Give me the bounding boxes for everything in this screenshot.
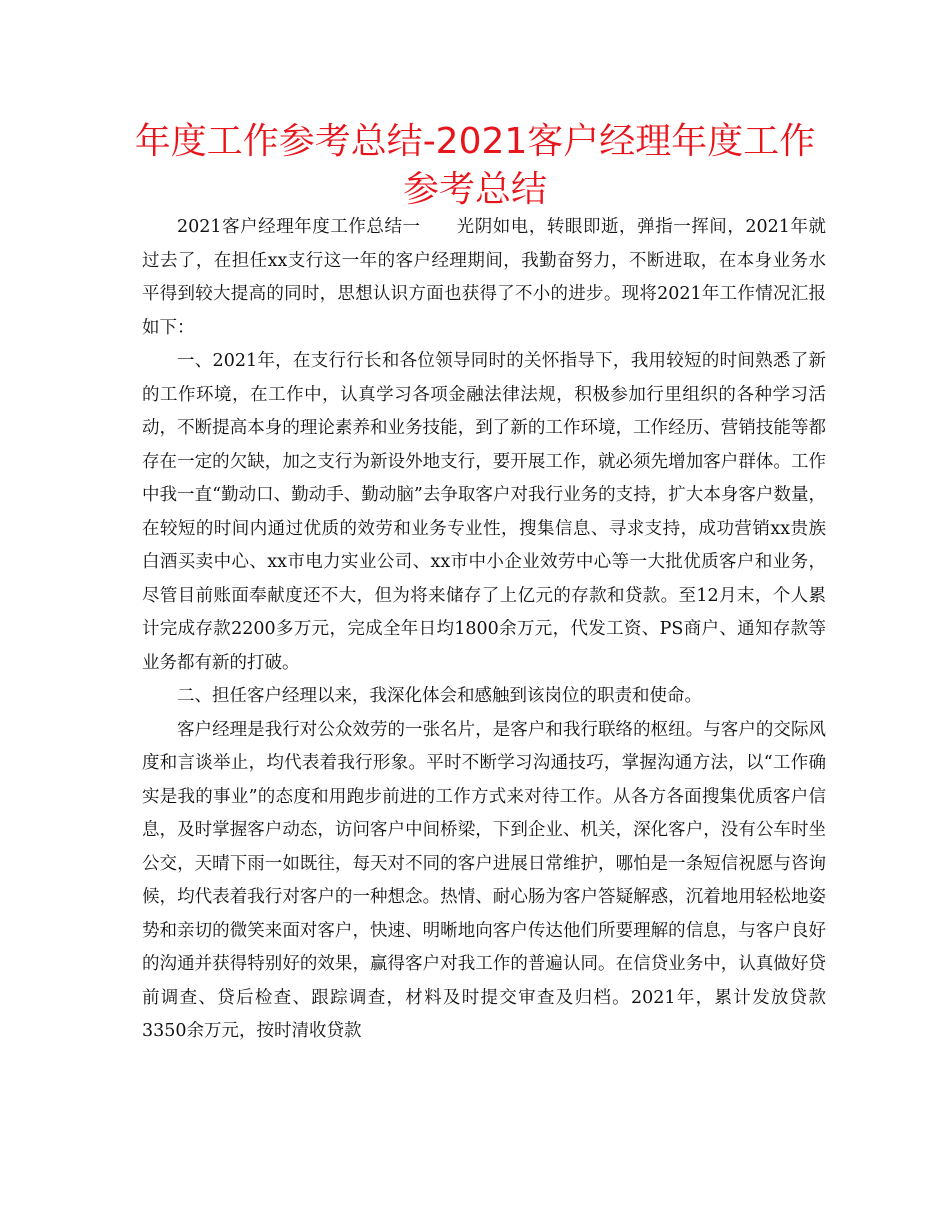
paragraph-section-two-body: 客户经理是我行对公众效劳的一张名片，是客户和我行联络的枢纽。与客户的交际风度和言谈举止，均代表着我行形象。平时不断学习沟通技巧，掌握沟通方法，以“工作确实是我的事业”的态度和用跑步前进的工作方式来对待工作。从各方各面搜集优质客户信息，及时掌握客户动态，访问客户中间桥梁，下到企业、机关，深化客户，没有公车时坐公交，天晴下雨一如既往，每天对不同的客户进展日常维护，哪怕是一条短信祝愿与咨询候，均代表着我行对客户的一种想念。热情、耐心肠为客户答疑解惑，沉着地用轻松地姿势和亲切的微笑来面对客户，快速、明晰地向客户传达他们所要理解的信息，与客户良好的沟通并获得特别好的效果，赢得客户对我工作的普遍认同。在信贷业务中，认真做好贷前调查、贷后检查、跟踪调查，材料及时提交审查及归档。2021年，累计发放贷款3350余万元，按时清收贷款 [142,719,826,1041]
document-body [142,211,826,1049]
paragraph-section-two-heading: 二、担任客户经理以来，我深化体会和感触到该岗位的职责和使命。 [177,686,702,706]
paragraph-section-one: 一、2021年，在支行行长和各位领导同时的关怀指导下，我用较短的时间熟悉了新的工作环境，在工作中，认真学习各项金融法律法规，积极参加行里组织的各种学习活动，不断提高本身的理论素养和业务技能，到了新的工作环境，工作经历、营销技能等都存在一定的欠缺，加之支行为新设外地支行，要开展工作，就必须先增加客户群体。工作中我一直“勤动口、勤动手、勤动脑”去争取客户对我行业务的支持，扩大本身客户数量，在较短的时间内通过优质的效劳和业务专业性，搜集信息、寻求支持，成功营销xx贵族白酒买卖中心、xx市电力实业公司、xx市中小企业效劳中心等一大批优质客户和业务，尽管目前账面奉献度还不大，但为将来储存了上亿元的存款和贷款。至12月末，个人累计完成存款2200多万元，完成全年日均1800余万元，代发工资、PS商户、通知存款等业务都有新的打破。 [142,351,826,673]
document-title: 年度工作参考总结-2021客户经理年度工作参考总结 [134,121,816,210]
paragraph-intro: 2021客户经理年度工作总结一 光阴如电，转眼即逝，弹指一挥间，2021年就过去了，在担任xx支行这一年的客户经理期间，我勤奋努力，不断进取，在本身业务水平得到较大提高的同时，思想认识方面也获得了不小的进步。现将2021年工作情况汇报如下： [142,217,826,338]
